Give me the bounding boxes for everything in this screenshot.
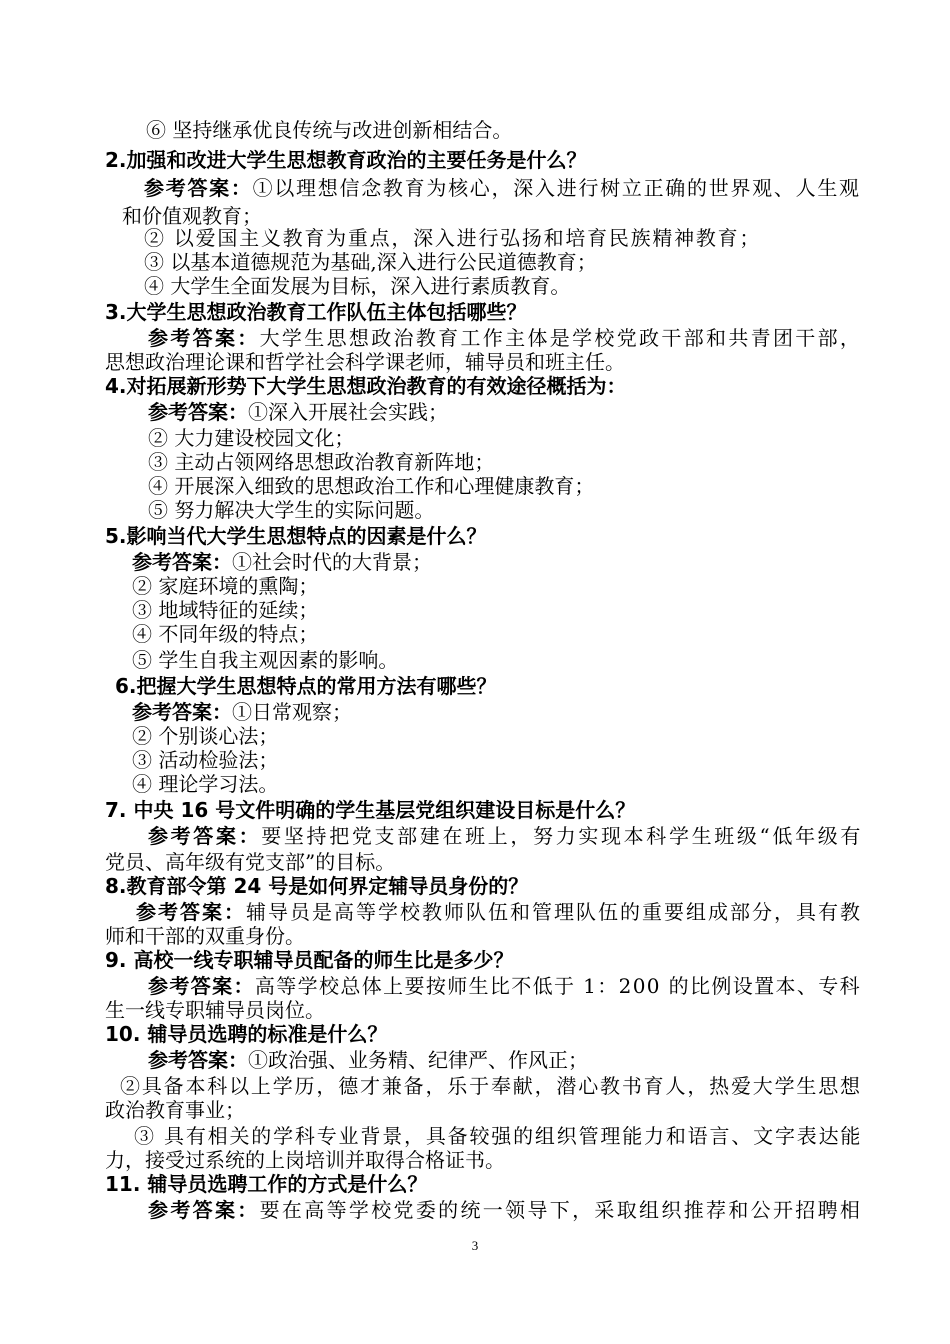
answer-label: 参考答案： xyxy=(136,900,246,924)
text-line xyxy=(144,176,861,200)
question-heading xyxy=(105,1172,427,1196)
line-text: ①以理想信念教育为核心，深入进行树立正确的世界观、人生观 xyxy=(252,176,861,200)
line-text: ①政治强、业务精、纪律严、作风正； xyxy=(248,1048,588,1072)
text-line xyxy=(148,498,434,522)
line-text: ④ 开展深入细致的思想政治工作和心理健康教育； xyxy=(148,474,595,498)
text-line xyxy=(148,426,354,450)
text-line xyxy=(132,648,398,672)
answer-label: 参考答案： xyxy=(132,700,232,724)
text-line xyxy=(132,700,352,724)
line-text: ②具备本科以上学历，德才兼备，乐于奉献，潜心教书育人，热爱大学生思想 xyxy=(120,1074,862,1098)
text-line xyxy=(132,574,318,598)
question-heading xyxy=(105,948,513,972)
question-heading xyxy=(105,1022,387,1046)
question-heading xyxy=(105,300,527,324)
line-text: 党员、高年级有党支部”的目标。 xyxy=(105,850,396,874)
line-text: 6.把握大学生思想特点的常用方法有哪些？ xyxy=(115,674,497,698)
question-heading xyxy=(105,524,487,548)
line-text: 要在高等学校党委的统一领导下，采取组织推荐和公开招聘相 xyxy=(259,1198,863,1222)
line-text: 辅导员是高等学校教师队伍和管理队伍的重要组成部分，具有教 xyxy=(246,900,862,924)
line-text: 高等学校总体上要按师生比不低于 1：200 的比例设置本、专科 xyxy=(254,974,861,998)
text-line xyxy=(148,326,862,350)
text-line xyxy=(148,400,448,424)
line-text: 和价值观教育； xyxy=(122,204,262,228)
line-text: ② 大力建设校园文化； xyxy=(148,426,355,450)
line-text: 大学生思想政治教育工作主体是学校党政干部和共青团干部， xyxy=(259,326,863,350)
line-text: 11. 辅导员选聘工作的方式是什么？ xyxy=(105,1172,428,1196)
text-line xyxy=(105,998,325,1022)
text-line xyxy=(148,1198,862,1222)
line-text: 7. 中央 16 号文件明确的学生基层党组织建设目标是什么？ xyxy=(105,798,636,822)
line-text: 生一线专职辅导员岗位。 xyxy=(105,998,325,1022)
answer-label: 参考答案： xyxy=(148,326,260,350)
text-line xyxy=(148,974,861,998)
line-text: 10. 辅导员选聘的标准是什么？ xyxy=(105,1022,388,1046)
line-text: 5.影响当代大学生思想特点的因素是什么？ xyxy=(105,524,487,548)
answer-label: 参考答案： xyxy=(148,824,262,848)
answer-label: 参考答案： xyxy=(148,1048,248,1072)
line-text: ② 以爱国主义教育为重点，深入进行弘扬和培育民族精神教育； xyxy=(144,226,762,250)
text-line xyxy=(105,1148,505,1172)
text-line xyxy=(148,450,494,474)
text-line xyxy=(132,724,278,748)
line-text: ④ 理论学习法。 xyxy=(132,772,279,796)
answer-label: 参考答案： xyxy=(144,176,253,200)
question-heading xyxy=(105,148,587,172)
line-text: 要坚持把党支部建在班上，努力实现本科学生班级“低年级有 xyxy=(261,824,864,848)
text-line xyxy=(132,748,278,772)
text-line xyxy=(105,924,305,948)
text-line xyxy=(148,1048,588,1072)
line-text: 9. 高校一线专职辅导员配备的师生比是多少？ xyxy=(105,948,514,972)
line-text: 4.对拓展新形势下大学生思想政治教育的有效途径概括为： xyxy=(105,374,627,398)
question-heading xyxy=(105,874,528,898)
text-line xyxy=(105,350,625,374)
text-line xyxy=(132,598,318,622)
question-heading xyxy=(105,798,635,822)
line-text: 力，接受过系统的上岗培训并取得合格证书。 xyxy=(105,1148,505,1172)
line-text: ①深入开展社会实践； xyxy=(248,400,448,424)
answer-label: 参考答案： xyxy=(148,400,248,424)
text-line xyxy=(132,622,318,646)
line-text: ①日常观察； xyxy=(232,700,352,724)
line-text: ② 家庭环境的熏陶； xyxy=(132,574,319,598)
answer-label: 参考答案： xyxy=(148,1198,260,1222)
text-line xyxy=(120,1074,862,1098)
question-heading xyxy=(105,374,627,398)
line-text: 思想政治理论课和哲学社会科学课老师，辅导员和班主任。 xyxy=(105,350,625,374)
line-text: 2.加强和改进大学生思想教育政治的主要任务是什么？ xyxy=(105,148,587,172)
line-text: 政治教育事业； xyxy=(105,1098,245,1122)
text-line xyxy=(132,772,278,796)
text-line xyxy=(148,824,863,848)
page-number: 3 xyxy=(471,1238,479,1253)
text-line xyxy=(144,250,597,274)
answer-label: 参考答案： xyxy=(148,974,255,998)
text-line xyxy=(132,550,432,574)
text-line xyxy=(122,204,262,228)
text-line xyxy=(146,118,512,142)
text-line xyxy=(144,274,570,298)
line-text: 3.大学生思想政治教育工作队伍主体包括哪些？ xyxy=(105,300,527,324)
text-line xyxy=(105,1098,245,1122)
text-line xyxy=(105,850,395,874)
question-heading xyxy=(115,674,497,698)
line-text: ③ 主动占领网络思想政治教育新阵地； xyxy=(148,450,495,474)
line-text: 师和干部的双重身份。 xyxy=(105,924,305,948)
line-text: ③ 地域特征的延续； xyxy=(132,598,319,622)
text-line xyxy=(148,474,594,498)
answer-label: 参考答案： xyxy=(132,550,232,574)
line-text: ④ 大学生全面发展为目标，深入进行素质教育。 xyxy=(144,274,571,298)
text-line xyxy=(136,900,862,924)
text-line xyxy=(144,226,761,250)
line-text: ⑤ 学生自我主观因素的影响。 xyxy=(132,648,399,672)
line-text: ② 个别谈心法； xyxy=(132,724,279,748)
line-text: ③ 活动检验法； xyxy=(132,748,279,772)
line-text: ③ 以基本道德规范为基础,深入进行公民道德教育； xyxy=(144,250,597,274)
line-text: ①社会时代的大背景； xyxy=(232,550,432,574)
line-text: ⑤ 努力解决大学生的实际问题。 xyxy=(148,498,435,522)
line-text: ⑥ 坚持继承优良传统与改进创新相结合。 xyxy=(146,118,513,142)
line-text: ④ 不同年级的特点； xyxy=(132,622,319,646)
line-text: ③ 具有相关的学科专业背景，具备较强的组织管理能力和语言、文字表达能 xyxy=(134,1124,863,1148)
text-line xyxy=(134,1124,862,1148)
line-text: 8.教育部令第 24 号是如何界定辅导员身份的？ xyxy=(105,874,529,898)
